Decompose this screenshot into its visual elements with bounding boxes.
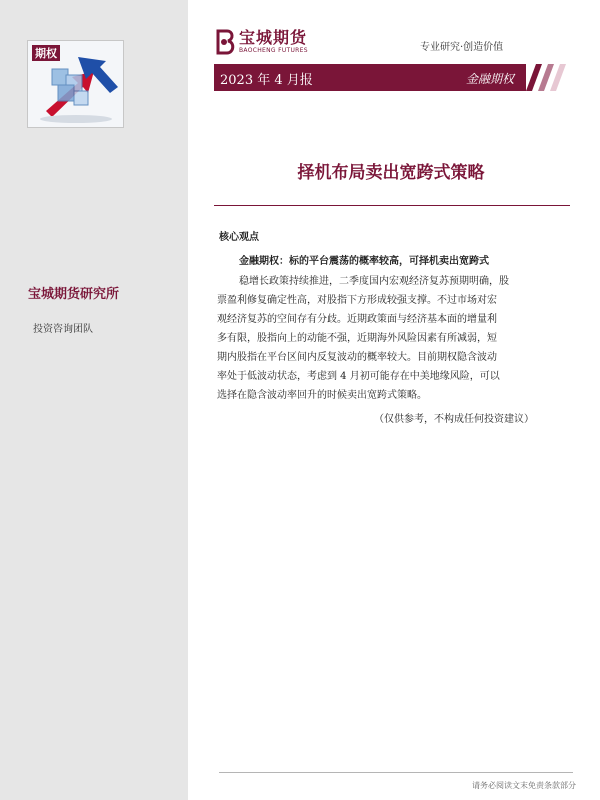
report-banner bbox=[214, 64, 526, 91]
banner-stripes-decoration bbox=[520, 64, 572, 91]
sidebar bbox=[0, 0, 188, 800]
body-line: 稳增长政策持续推进，二季度国内宏观经济复苏预期明确，股 bbox=[239, 276, 509, 287]
body-paragraph bbox=[217, 272, 577, 405]
report-category: 金融期权 bbox=[465, 72, 514, 86]
section-heading: 核心观点 bbox=[219, 232, 259, 243]
body-line: 票盈利修复确定性高，对股指下方形成较强支撑。不过市场对宏 bbox=[217, 295, 497, 306]
disclaimer-note: （仅供参考，不构成任何投资建议） bbox=[374, 414, 534, 425]
body-line: 多有限，股指向上的动能不强，近期海外风险因素有所减弱，短 bbox=[217, 333, 497, 344]
body-line: 期内股指在平台区间内反复波动的概率较大。目前期权隐含波动 bbox=[217, 352, 497, 363]
brand-name: 宝城期货 bbox=[239, 28, 308, 47]
sub-heading: 金融期权：标的平台震荡的概率较高，可择机卖出宽跨式 bbox=[239, 256, 489, 267]
brand-name-en: BAOCHENG FUTURES bbox=[239, 47, 308, 54]
cover-badge: 期权 bbox=[35, 47, 57, 60]
body-line: 选择在隐含波动率回升的时候卖出宽跨式策略。 bbox=[217, 390, 427, 401]
body-line: 率处于低波动状态，考虑到 4 月初可能存在中美地缘风险，可以 bbox=[217, 371, 500, 382]
title-divider bbox=[214, 205, 570, 206]
institute-name: 宝城期货研究所 bbox=[28, 287, 120, 302]
cover-logo-image bbox=[27, 40, 124, 128]
slogan: 专业研究·创造价值 bbox=[420, 42, 504, 53]
team-name: 投资咨询团队 bbox=[33, 324, 93, 335]
footer-divider bbox=[219, 772, 573, 773]
report-date: 2023 年 4 月报 bbox=[220, 73, 313, 88]
brand-logo bbox=[215, 28, 308, 56]
footer-disclaimer: 请务必阅读文末免责条款部分 bbox=[472, 781, 576, 790]
brand-b-icon bbox=[215, 29, 237, 55]
body-line: 观经济复苏的空间存有分歧。近期政策面与经济基本面的增量利 bbox=[217, 314, 497, 325]
options-cover-icon bbox=[28, 41, 123, 127]
page-title: 择机布局卖出宽跨式策略 bbox=[297, 163, 485, 183]
